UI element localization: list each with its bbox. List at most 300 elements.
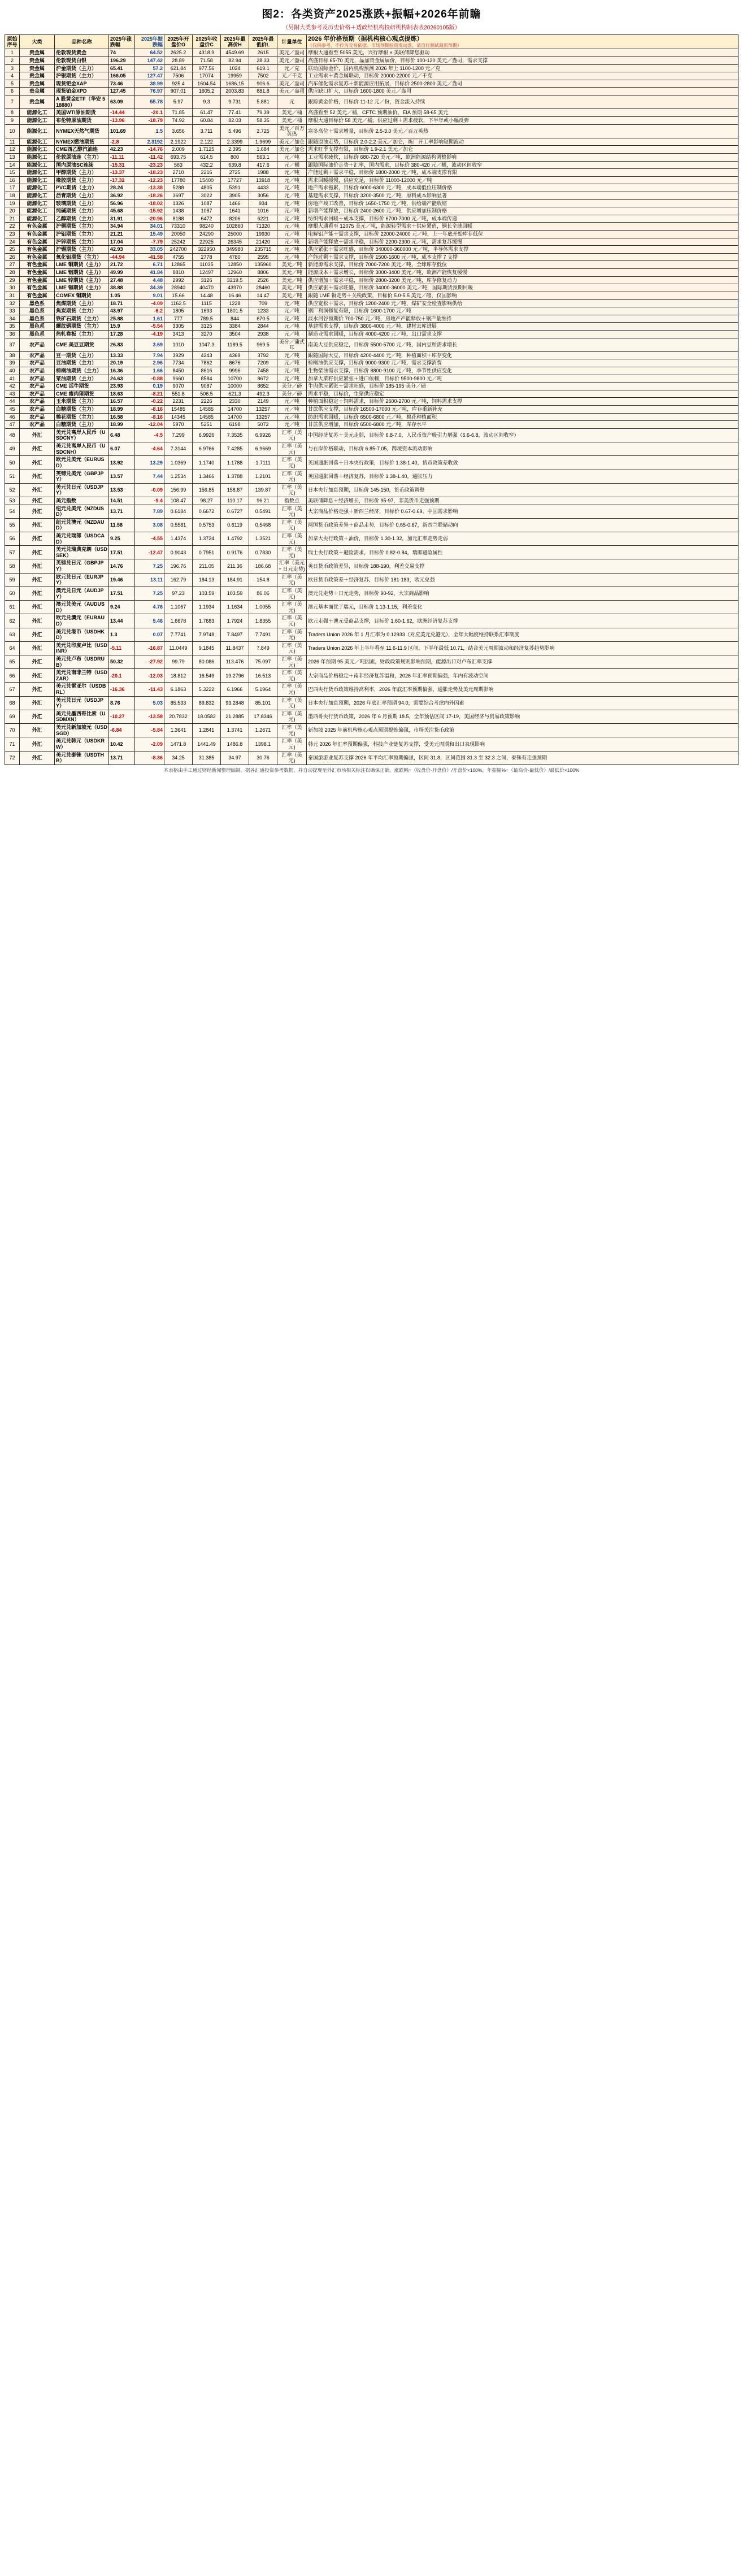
row-low: 7.849	[249, 641, 277, 655]
row-amplitude: 5.03	[135, 696, 164, 710]
row-amplitude: 127.47	[135, 72, 164, 80]
row-high: 9.731	[221, 95, 249, 109]
row-forecast: 2026 年预期 95 美元／吨因素，财政政策规则影响预期，能源出口对卢布汇率支撑	[307, 655, 738, 668]
row-low: 58.35	[249, 116, 277, 124]
row-low: 5072	[249, 421, 277, 429]
table-row	[5, 614, 738, 628]
row-index: 60	[5, 587, 20, 600]
table-row	[5, 573, 738, 587]
row-high: 1466	[221, 199, 249, 207]
row-change: 34.94	[109, 223, 135, 231]
row-unit: 美分／磅	[277, 383, 307, 390]
row-open: 1.6678	[164, 614, 193, 628]
row-unit: 美元／盎司	[277, 57, 307, 65]
row-unit: 元／吨	[277, 413, 307, 421]
table-row	[5, 88, 738, 95]
row-unit: 元／吨	[277, 215, 307, 223]
row-unit: 元／克	[277, 64, 307, 72]
row-high: 211.36	[221, 559, 249, 573]
row-forecast: 大宗商品价格稳定＋南非经济复苏温和，2026 年汇率预期偏强，年内有波动空间	[307, 669, 738, 683]
row-close: 98.27	[193, 497, 221, 505]
row-forecast: 能源成本＋需求增长，目标价 3000-3400 美元／吨，欧洲产能恢复缓慢	[307, 269, 738, 277]
row-low: 85.101	[249, 696, 277, 710]
row-index: 5	[5, 80, 20, 88]
row-forecast: 瑞士央行政策＋避险需求，目标价 0.82-0.84，瑞郎避险属性	[307, 546, 738, 559]
row-category: 外汇	[20, 683, 55, 696]
row-forecast: 南美大豆供应稳定，目标价 5500-5700 元／吨，国内豆粕需求增长	[307, 338, 738, 351]
row-asset-name: 英镑兑日元（GBPJPY）	[55, 559, 109, 573]
row-change: 14.51	[109, 497, 135, 505]
row-index: 10	[5, 124, 20, 138]
table-row	[5, 199, 738, 207]
row-high: 25000	[221, 231, 249, 238]
row-amplitude: 0.07	[135, 628, 164, 641]
row-change: -13.96	[109, 116, 135, 124]
row-asset-name: 白糖期货（主力）	[55, 406, 109, 414]
row-asset-name: CME 美豆豆期货	[55, 338, 109, 351]
row-close: 1441.49	[193, 737, 221, 751]
row-unit: 美元／吨	[277, 276, 307, 284]
row-forecast: 生物柴油需求支撑，目标价 8800-9100 元／吨，季节性供应变化	[307, 367, 738, 375]
row-high: 14700	[221, 406, 249, 414]
row-open: 97.23	[164, 587, 193, 600]
row-forecast: 基建需求支撑，目标价 3200-3500 元／吨，原料成本影响显著	[307, 192, 738, 199]
table-row	[5, 601, 738, 614]
row-amplitude: -6.2	[135, 307, 164, 315]
row-open: 7734	[164, 359, 193, 367]
row-amplitude: -4.09	[135, 299, 164, 307]
row-amplitude: -8.16	[135, 413, 164, 421]
row-unit: 汇率（美元)	[277, 505, 307, 518]
row-low: 154.8	[249, 573, 277, 587]
table-row	[5, 428, 738, 442]
row-amplitude: -7.79	[135, 238, 164, 246]
row-amplitude: 3.08	[135, 518, 164, 532]
row-asset-name: NYMEX燃油期货	[55, 138, 109, 146]
row-index: 25	[5, 246, 20, 254]
row-forecast: 种植面积稳定＋饲料需求，目标价 2600-2700 元／吨，饲料需求支撑	[307, 398, 738, 406]
row-index: 48	[5, 428, 20, 442]
row-amplitude: -20.1	[135, 109, 164, 117]
row-forecast: 汽车催化需求复苏＋新能源应用拓展，目标价 2500-2800 美元／盎司	[307, 80, 738, 88]
row-amplitude: -2.09	[135, 737, 164, 751]
row-asset-name: 纯碱期货（主力）	[55, 207, 109, 215]
row-asset-name: 甲醇期货（主力）	[55, 169, 109, 177]
row-forecast: 电解铝产能＋需求支撑，目标价 22000-24000 元／吨，上一年底开始库存低位	[307, 231, 738, 238]
row-amplitude: 15.49	[135, 231, 164, 238]
row-category: 外汇	[20, 442, 55, 456]
row-amplitude: 57.2	[135, 64, 164, 72]
table-row	[5, 442, 738, 456]
col-high: 2025年最高价H	[221, 35, 249, 49]
row-low: 13257	[249, 406, 277, 414]
row-index: 64	[5, 641, 20, 655]
row-high: 800	[221, 153, 249, 161]
row-asset-name: LME 锌期货（主力）	[55, 276, 109, 284]
row-index: 33	[5, 307, 20, 315]
row-forecast: 摩根大通看至 12075 美元／吨，能源转型需求＋供应紧俏，铜长全球回暖	[307, 223, 738, 231]
row-low: 0.5468	[249, 518, 277, 532]
table-row	[5, 505, 738, 518]
row-asset-name: 豆一期货（主力）	[55, 351, 109, 359]
row-forecast: 基建需求支撑，目标价 3800-4000 元／吨，建材去库进展	[307, 323, 738, 331]
row-low: 2595	[249, 253, 277, 261]
row-low: 5.1964	[249, 683, 277, 696]
row-unit: 汇率（美元)	[277, 628, 307, 641]
row-index: 72	[5, 751, 20, 764]
row-amplitude: 7.25	[135, 587, 164, 600]
row-asset-name: 美元兑墨西哥比索（USDMXN）	[55, 710, 109, 723]
row-change: 45.68	[109, 207, 135, 215]
row-high: 103.59	[221, 587, 249, 600]
row-high: 77.41	[221, 109, 249, 117]
row-high: 1.4792	[221, 532, 249, 546]
row-high: 6198	[221, 421, 249, 429]
page-title: 图2：各类资产2025涨跌+振幅+2026年前瞻	[262, 8, 481, 20]
row-low: 0.7830	[249, 546, 277, 559]
row-index: 65	[5, 655, 20, 668]
row-unit: 元／吨	[277, 223, 307, 231]
row-category: 外汇	[20, 456, 55, 470]
row-unit: 元／吨	[277, 315, 307, 323]
row-high: 8676	[221, 359, 249, 367]
row-forecast: 澳元兑走势＋日元走势，目标价 90-92，大宗商品影响	[307, 587, 738, 600]
row-category: 有色金属	[20, 223, 55, 231]
row-high: 4780	[221, 253, 249, 261]
table-row	[5, 641, 738, 655]
row-forecast: 需求旺季支撑有限，目标价 1.9-2.1 美元／加仑	[307, 146, 738, 154]
row-index: 41	[5, 375, 20, 383]
table-row	[5, 299, 738, 307]
row-category: 外汇	[20, 428, 55, 442]
row-open: 17780	[164, 176, 193, 184]
row-amplitude: -18.02	[135, 199, 164, 207]
row-change: 17.51	[109, 587, 135, 600]
row-amplitude: 38.99	[135, 80, 164, 88]
row-open: 2710	[164, 169, 193, 177]
row-open: 7.299	[164, 428, 193, 442]
row-change: 43.97	[109, 307, 135, 315]
row-open: 108.47	[164, 497, 193, 505]
row-amplitude: -15.92	[135, 207, 164, 215]
row-close: 1087	[193, 199, 221, 207]
row-amplitude: 5.46	[135, 614, 164, 628]
row-amplitude: -5.84	[135, 724, 164, 737]
row-high: 113.476	[221, 655, 249, 668]
row-low: 6.9926	[249, 428, 277, 442]
row-change: 63.09	[109, 95, 135, 109]
table-row	[5, 153, 738, 161]
row-high: 7.8497	[221, 628, 249, 641]
row-change: 73.46	[109, 80, 135, 88]
row-close: 432.2	[193, 161, 221, 169]
row-amplitude: -4.19	[135, 330, 164, 338]
row-open: 28.89	[164, 57, 193, 65]
row-change: 38.88	[109, 284, 135, 292]
row-change: -10.27	[109, 710, 135, 723]
row-category: 外汇	[20, 573, 55, 587]
row-low: 1233	[249, 307, 277, 315]
row-category: 有色金属	[20, 231, 55, 238]
row-close: 6.9766	[193, 442, 221, 456]
row-index: 15	[5, 169, 20, 177]
row-category: 有色金属	[20, 238, 55, 246]
row-high: 1641	[221, 207, 249, 215]
row-close: 6.9926	[193, 428, 221, 442]
row-close: 5251	[193, 421, 221, 429]
row-index: 68	[5, 696, 20, 710]
row-category: 能源化工	[20, 184, 55, 192]
row-change: 74	[109, 49, 135, 57]
row-index: 69	[5, 710, 20, 723]
row-asset-name: 热轧卷板（主力）	[55, 330, 109, 338]
row-asset-name: 美元兑离岸人民币（USDCNY）	[55, 428, 109, 442]
row-index: 28	[5, 269, 20, 277]
row-forecast: 棕榈油供应支撑，目标价 9000-9300 元／吨，需求支撑消费	[307, 359, 738, 367]
row-change: 1.3	[109, 628, 135, 641]
row-category: 有色金属	[20, 292, 55, 299]
row-high: 639.8	[221, 161, 249, 169]
row-close: 1604.54	[193, 80, 221, 88]
row-forecast: 产能过剩＋需求支撑，目标价 1500-1600 元／吨，成本支撑 7 支撑	[307, 253, 738, 261]
table-row	[5, 146, 738, 154]
row-forecast: 牛肉供应紧张＋需求旺盛，目标价 185-195 美分／磅	[307, 383, 738, 390]
row-low: 2615	[249, 49, 277, 57]
row-unit: 元／吨	[277, 398, 307, 406]
row-change: -13.37	[109, 169, 135, 177]
table-row	[5, 57, 738, 65]
row-close: 80.086	[193, 655, 221, 668]
table-row	[5, 683, 738, 696]
row-index: 49	[5, 442, 20, 456]
row-index: 4	[5, 72, 20, 80]
row-category: 黑色系	[20, 299, 55, 307]
row-low: 4433	[249, 184, 277, 192]
row-forecast: 跟踪黄金价格，目标价 11-12 元／份，资金流入持续	[307, 95, 738, 109]
row-amplitude: -12.47	[135, 546, 164, 559]
row-forecast: 钢厂利润修复有限，目标价 1600-1700 元／吨	[307, 307, 738, 315]
row-low: 6.9669	[249, 442, 277, 456]
row-high: 2330	[221, 398, 249, 406]
row-forecast: 英国通胀回落＋日本央行政策，目标价 1.38-1.40，货币政策差收敛	[307, 456, 738, 470]
row-open: 1.3641	[164, 724, 193, 737]
row-index: 9	[5, 116, 20, 124]
row-category: 能源化工	[20, 138, 55, 146]
row-amplitude: -12.04	[135, 421, 164, 429]
row-close: 71.58	[193, 57, 221, 65]
row-amplitude: 0.19	[135, 383, 164, 390]
row-amplitude: -41.58	[135, 253, 164, 261]
col-category: 大类	[20, 35, 55, 49]
row-close: 8616	[193, 367, 221, 375]
row-asset-name: 英镑兑美元（GBPJPY）	[55, 470, 109, 483]
table-row	[5, 184, 738, 192]
row-close: 61.47	[193, 109, 221, 117]
row-unit: 美分／蒲式耳	[277, 338, 307, 351]
row-low: 7458	[249, 367, 277, 375]
row-low: 1.2671	[249, 724, 277, 737]
row-change: 127.45	[109, 88, 135, 95]
row-category: 能源化工	[20, 169, 55, 177]
table-row	[5, 559, 738, 573]
table-row	[5, 696, 738, 710]
table-row	[5, 710, 738, 723]
row-high: 0.6119	[221, 518, 249, 532]
row-asset-name: CME 瘦肉猪期货	[55, 390, 109, 398]
table-row	[5, 518, 738, 532]
row-amplitude: 41.84	[135, 269, 164, 277]
row-forecast: 欧元走强＋澳元受商品支撑，目标价 1.60-1.62，欧洲经济复苏支撑	[307, 614, 738, 628]
row-open: 3.656	[164, 124, 193, 138]
row-index: 22	[5, 223, 20, 231]
row-amplitude: 7.25	[135, 559, 164, 573]
row-close: 89.832	[193, 696, 221, 710]
row-category: 外汇	[20, 546, 55, 559]
row-category: 贵金属	[20, 57, 55, 65]
row-asset-name: PVC期货（主力）	[55, 184, 109, 192]
row-forecast: 英国通胀回落＋经济复苏，目标价 1.38-1.40，通胀压力	[307, 470, 738, 483]
row-open: 8450	[164, 367, 193, 375]
row-index: 3	[5, 64, 20, 72]
row-close: 156.85	[193, 483, 221, 497]
row-index: 30	[5, 284, 20, 292]
row-category: 农产品	[20, 351, 55, 359]
row-open: 15.66	[164, 292, 193, 299]
row-asset-name: 纽元兑澳元（NZDAUD）	[55, 518, 109, 532]
row-amplitude: 1.5	[135, 124, 164, 138]
row-category: 能源化工	[20, 192, 55, 199]
row-asset-name: 澳元兑美元（AUDUSD）	[55, 601, 109, 614]
title-block	[5, 3, 738, 34]
row-index: 31	[5, 292, 20, 299]
row-index: 16	[5, 176, 20, 184]
row-change: 49.99	[109, 269, 135, 277]
row-high: 7.4285	[221, 442, 249, 456]
row-low: 96.21	[249, 497, 277, 505]
row-open: 2.009	[164, 146, 193, 154]
row-change: 21.21	[109, 231, 135, 238]
page-subtitle: （另附大类参考及历史价格＋透政经机构投研机构制表表20260105版）	[283, 25, 460, 31]
row-unit: 元／吨	[277, 169, 307, 177]
table-row	[5, 231, 738, 238]
row-change: 19.46	[109, 573, 135, 587]
row-category: 贵金属	[20, 95, 55, 109]
col-forecast-title: 2026 年价格预期（据机构核心观点提炼）	[308, 36, 423, 42]
row-forecast: 纺织需求回暖，目标价 6500-6800 元／吨，棉花种植面积	[307, 413, 738, 421]
row-asset-name: 美元兑瑞郎（USDCAD）	[55, 532, 109, 546]
row-amplitude: 3.69	[135, 338, 164, 351]
row-forecast: 新加坡 2025 年前机构核心观点预期提炼偏强，市场关注货币政策	[307, 724, 738, 737]
row-asset-name: COMEX 铜期货	[55, 292, 109, 299]
row-amplitude: -27.92	[135, 655, 164, 668]
row-open: 1.0369	[164, 456, 193, 470]
row-change: 27.48	[109, 276, 135, 284]
row-low: 881.8	[249, 88, 277, 95]
row-open: 7506	[164, 72, 193, 80]
row-open: 1805	[164, 307, 193, 315]
row-forecast: 日本央行加息预期，目标价 145-150，货币政策调整	[307, 483, 738, 497]
row-amplitude: -5.54	[135, 323, 164, 331]
row-change: 13.92	[109, 456, 135, 470]
row-high: 2725	[221, 169, 249, 177]
row-category: 农产品	[20, 390, 55, 398]
row-index: 54	[5, 505, 20, 518]
row-unit: 美元／盎司	[277, 49, 307, 57]
row-change: 6.48	[109, 428, 135, 442]
row-change: 166.05	[109, 72, 135, 80]
row-high: 184.91	[221, 573, 249, 587]
row-forecast: 新增产能释放，目标价 2400-2600 元／吨，供应增加压制价格	[307, 207, 738, 215]
row-close: 3270	[193, 330, 221, 338]
row-open: 2625.2	[164, 49, 193, 57]
row-unit: 元／吨	[277, 406, 307, 414]
row-high: 21.2885	[221, 710, 249, 723]
row-category: 外汇	[20, 505, 55, 518]
row-forecast: 加拿大央行政策＋油价，目标价 1.30-1.32，加元汇率走势走弱	[307, 532, 738, 546]
row-category: 贵金属	[20, 72, 55, 80]
row-change: 14.76	[109, 559, 135, 573]
col-amplitude: 2025年振跌幅	[135, 35, 164, 49]
row-index: 32	[5, 299, 20, 307]
row-amplitude: 9.01	[135, 292, 164, 299]
row-high: 10700	[221, 375, 249, 383]
row-low: 7209	[249, 359, 277, 367]
row-forecast: 高盛看至 52 美元／桶，CFTC 预期油价，EIA 预期 58-65 美元	[307, 109, 738, 117]
table-row	[5, 116, 738, 124]
row-index: 51	[5, 470, 20, 483]
row-unit: 汇率（美元)	[277, 683, 307, 696]
row-change: -17.32	[109, 176, 135, 184]
row-change: -20.1	[109, 669, 135, 683]
row-unit: 美元／加仑	[277, 146, 307, 154]
table-footnote: 本表格由手工通过财经新闻整理编制。据各汇通投资参考数据，并自动提现至外汇市场相关标注以确保正确。涨跌幅=（收盘价-开盘价）/开盘价×100%，年振幅%=（最高价-最低价）/最低价×100%	[163, 767, 580, 773]
row-category: 外汇	[20, 470, 55, 483]
row-open: 28940	[164, 284, 193, 292]
table-row	[5, 751, 738, 764]
row-forecast: 联动国际金价，国内机构预测 2026 年上 1100-1200 元／克	[307, 64, 738, 72]
row-open: 0.6184	[164, 505, 193, 518]
row-category: 外汇	[20, 710, 55, 723]
row-close: 9.1845	[193, 641, 221, 655]
table-row	[5, 375, 738, 383]
table-row	[5, 238, 738, 246]
row-high: 621.3	[221, 390, 249, 398]
row-low: 13918	[249, 176, 277, 184]
row-high: 3504	[221, 330, 249, 338]
row-open: 3929	[164, 351, 193, 359]
row-amplitude: 55.78	[135, 95, 164, 109]
row-change: 23.93	[109, 383, 135, 390]
row-low: 2844	[249, 323, 277, 331]
row-category: 有色金属	[20, 269, 55, 277]
row-index: 13	[5, 153, 20, 161]
row-unit: 汇率（美元)	[277, 669, 307, 683]
row-unit: 元／吨	[277, 299, 307, 307]
row-asset-name: 橡胶期货（主力）	[55, 176, 109, 184]
table-row	[5, 124, 738, 138]
row-index: 70	[5, 724, 20, 737]
row-close: 3.711	[193, 124, 221, 138]
row-amplitude: 2.3192	[135, 138, 164, 146]
row-open: 621.84	[164, 64, 193, 72]
row-amplitude: -8.21	[135, 390, 164, 398]
row-unit: 汇率（美元)	[277, 428, 307, 442]
row-change: 21.72	[109, 261, 135, 269]
row-amplitude: -20.96	[135, 215, 164, 223]
row-forecast: Traders Union 2026 年上半年看至 11.6-11.9 区间，下半年最低 10.71，结合美元周期波动和经济复苏趋势影响	[307, 641, 738, 655]
row-change: 18.71	[109, 299, 135, 307]
row-asset-name: 氧化铝期货（主力）	[55, 253, 109, 261]
